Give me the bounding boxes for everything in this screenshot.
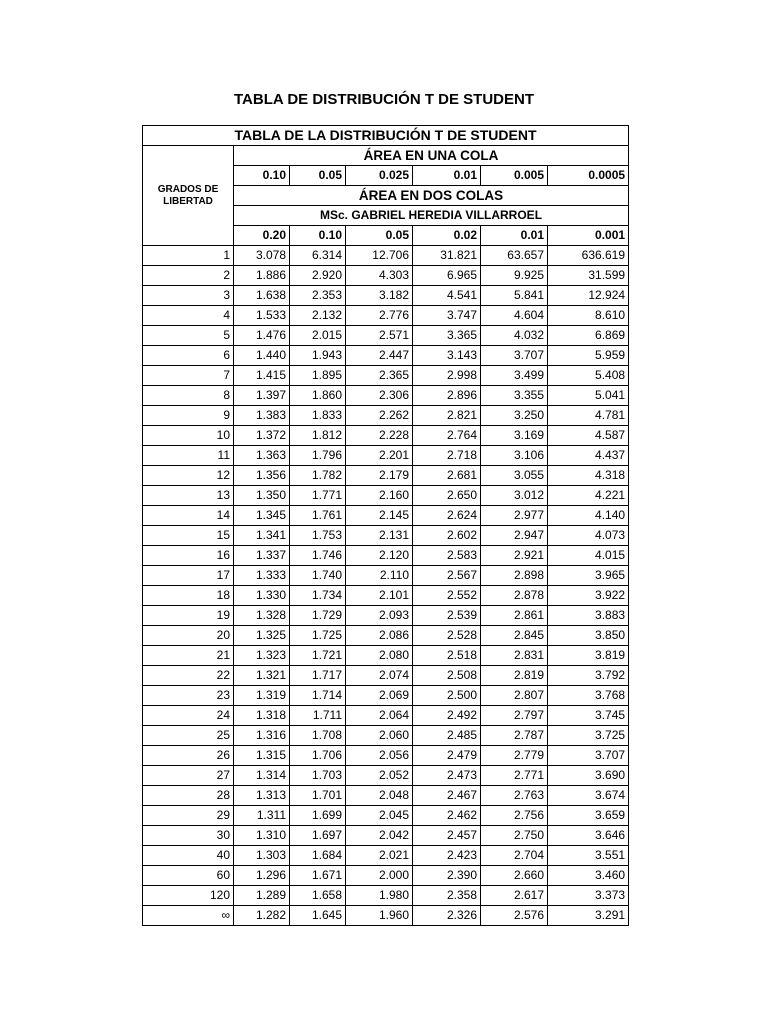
critical-value-cell: 2.021: [346, 846, 413, 866]
critical-value-cell: 2.920: [290, 266, 346, 286]
table-row: [143, 886, 629, 906]
critical-value-cell: 2.015: [290, 326, 346, 346]
critical-value-cell: 3.819: [548, 646, 629, 666]
critical-value-cell: 2.080: [346, 646, 413, 666]
critical-value-cell: 2.831: [481, 646, 548, 666]
table-row: [143, 846, 629, 866]
critical-value-cell: 2.845: [481, 626, 548, 646]
critical-value-cell: 3.792: [548, 666, 629, 686]
critical-value-cell: 1.303: [234, 846, 290, 866]
critical-value-cell: 2.528: [413, 626, 481, 646]
degrees-of-freedom-cell: 18: [143, 586, 234, 606]
table-row: [143, 646, 629, 666]
degrees-of-freedom-cell: 30: [143, 826, 234, 846]
critical-value-cell: 1.721: [290, 646, 346, 666]
critical-value-cell: 636.619: [548, 246, 629, 266]
degrees-of-freedom-cell: 120: [143, 886, 234, 906]
critical-value-cell: 2.819: [481, 666, 548, 686]
critical-value-cell: 4.318: [548, 466, 629, 486]
author-name: MSc. GABRIEL HEREDIA VILLARROEL: [234, 206, 629, 226]
two-tail-value: 0.10: [290, 226, 346, 246]
degrees-of-freedom-cell: 12: [143, 466, 234, 486]
critical-value-cell: 3.850: [548, 626, 629, 646]
critical-value-cell: 1.706: [290, 746, 346, 766]
critical-value-cell: 2.358: [413, 886, 481, 906]
degrees-of-freedom-cell: 21: [143, 646, 234, 666]
critical-value-cell: 2.539: [413, 606, 481, 626]
critical-value-cell: 4.781: [548, 406, 629, 426]
table-row: [143, 246, 629, 266]
two-tail-value: 0.01: [481, 226, 548, 246]
critical-value-cell: 3.291: [548, 906, 629, 926]
table-row: [143, 726, 629, 746]
table-row: [143, 786, 629, 806]
critical-value-cell: 1.812: [290, 426, 346, 446]
critical-value-cell: 2.201: [346, 446, 413, 466]
critical-value-cell: 2.977: [481, 506, 548, 526]
critical-value-cell: 2.896: [413, 386, 481, 406]
critical-value-cell: 1.310: [234, 826, 290, 846]
critical-value-cell: 2.120: [346, 546, 413, 566]
critical-value-cell: 6.965: [413, 266, 481, 286]
critical-value-cell: 2.485: [413, 726, 481, 746]
two-tail-value: 0.05: [346, 226, 413, 246]
critical-value-cell: 6.869: [548, 326, 629, 346]
critical-value-cell: 2.878: [481, 586, 548, 606]
critical-value-cell: 2.145: [346, 506, 413, 526]
critical-value-cell: 1.860: [290, 386, 346, 406]
critical-value-cell: 1.658: [290, 886, 346, 906]
critical-value-cell: 2.056: [346, 746, 413, 766]
critical-value-cell: 3.499: [481, 366, 548, 386]
table-row: [143, 666, 629, 686]
degrees-of-freedom-cell: 8: [143, 386, 234, 406]
table-row: [143, 766, 629, 786]
table-row: [143, 606, 629, 626]
critical-value-cell: 1.415: [234, 366, 290, 386]
critical-value-cell: 9.925: [481, 266, 548, 286]
critical-value-cell: 2.326: [413, 906, 481, 926]
critical-value-cell: 1.833: [290, 406, 346, 426]
critical-value-cell: 1.350: [234, 486, 290, 506]
degrees-of-freedom-cell: 13: [143, 486, 234, 506]
critical-value-cell: 2.763: [481, 786, 548, 806]
critical-value-cell: 1.440: [234, 346, 290, 366]
critical-value-cell: 1.314: [234, 766, 290, 786]
critical-value-cell: 3.355: [481, 386, 548, 406]
critical-value-cell: 3.674: [548, 786, 629, 806]
critical-value-cell: 2.473: [413, 766, 481, 786]
critical-value-cell: 2.779: [481, 746, 548, 766]
critical-value-cell: 2.447: [346, 346, 413, 366]
degrees-of-freedom-cell: ∞: [143, 906, 234, 926]
critical-value-cell: 3.646: [548, 826, 629, 846]
critical-value-cell: 1.289: [234, 886, 290, 906]
critical-value-cell: 12.924: [548, 286, 629, 306]
critical-value-cell: 2.467: [413, 786, 481, 806]
degrees-of-freedom-cell: 28: [143, 786, 234, 806]
degrees-of-freedom-cell: 11: [143, 446, 234, 466]
critical-value-cell: 1.313: [234, 786, 290, 806]
critical-value-cell: 3.055: [481, 466, 548, 486]
critical-value-cell: 1.345: [234, 506, 290, 526]
degrees-of-freedom-cell: 4: [143, 306, 234, 326]
degrees-of-freedom-cell: 3: [143, 286, 234, 306]
critical-value-cell: 2.423: [413, 846, 481, 866]
table-row: [143, 406, 629, 426]
critical-value-cell: 2.069: [346, 686, 413, 706]
table-row: [143, 326, 629, 346]
critical-value-cell: 3.012: [481, 486, 548, 506]
critical-value-cell: 2.771: [481, 766, 548, 786]
critical-value-cell: 2.571: [346, 326, 413, 346]
critical-value-cell: 2.492: [413, 706, 481, 726]
critical-value-cell: 4.587: [548, 426, 629, 446]
degrees-of-freedom-cell: 2: [143, 266, 234, 286]
critical-value-cell: 2.617: [481, 886, 548, 906]
critical-value-cell: 2.131: [346, 526, 413, 546]
degrees-of-freedom-cell: 17: [143, 566, 234, 586]
critical-value-cell: 5.041: [548, 386, 629, 406]
critical-value-cell: 4.032: [481, 326, 548, 346]
critical-value-cell: 1.323: [234, 646, 290, 666]
critical-value-cell: 2.228: [346, 426, 413, 446]
degrees-of-freedom-cell: 14: [143, 506, 234, 526]
critical-value-cell: 1.282: [234, 906, 290, 926]
two-tail-value: 0.001: [548, 226, 629, 246]
critical-value-cell: 1.341: [234, 526, 290, 546]
critical-value-cell: 63.657: [481, 246, 548, 266]
table-row: [143, 806, 629, 826]
critical-value-cell: 1.697: [290, 826, 346, 846]
critical-value-cell: 2.074: [346, 666, 413, 686]
critical-value-cell: 3.106: [481, 446, 548, 466]
table-row: [143, 826, 629, 846]
critical-value-cell: 2.052: [346, 766, 413, 786]
table-row: [143, 286, 629, 306]
critical-value-cell: 1.699: [290, 806, 346, 826]
critical-value-cell: 2.583: [413, 546, 481, 566]
critical-value-cell: 2.797: [481, 706, 548, 726]
critical-value-cell: 3.745: [548, 706, 629, 726]
critical-value-cell: 2.787: [481, 726, 548, 746]
critical-value-cell: 1.703: [290, 766, 346, 786]
one-tail-value: 0.05: [290, 166, 346, 186]
critical-value-cell: 1.895: [290, 366, 346, 386]
critical-value-cell: 1.740: [290, 566, 346, 586]
table-row: [143, 906, 629, 926]
critical-value-cell: 2.042: [346, 826, 413, 846]
critical-value-cell: 1.645: [290, 906, 346, 926]
critical-value-cell: 2.764: [413, 426, 481, 446]
degrees-of-freedom-cell: 9: [143, 406, 234, 426]
critical-value-cell: 2.479: [413, 746, 481, 766]
critical-value-cell: 5.959: [548, 346, 629, 366]
critical-value-cell: 4.140: [548, 506, 629, 526]
critical-value-cell: 3.551: [548, 846, 629, 866]
table-row: [143, 446, 629, 466]
critical-value-cell: 3.182: [346, 286, 413, 306]
critical-value-cell: 2.064: [346, 706, 413, 726]
critical-value-cell: 1.746: [290, 546, 346, 566]
critical-value-cell: 1.714: [290, 686, 346, 706]
critical-value-cell: 2.921: [481, 546, 548, 566]
critical-value-cell: 31.599: [548, 266, 629, 286]
table-row: [143, 566, 629, 586]
critical-value-cell: 1.533: [234, 306, 290, 326]
critical-value-cell: 5.841: [481, 286, 548, 306]
table-row: [143, 366, 629, 386]
critical-value-cell: 2.681: [413, 466, 481, 486]
degrees-of-freedom-cell: 16: [143, 546, 234, 566]
critical-value-cell: 2.518: [413, 646, 481, 666]
table-row: [143, 266, 629, 286]
one-tail-value: 0.005: [481, 166, 548, 186]
critical-value-cell: 1.333: [234, 566, 290, 586]
degrees-of-freedom-cell: 23: [143, 686, 234, 706]
critical-value-cell: 3.707: [481, 346, 548, 366]
critical-value-cell: 3.747: [413, 306, 481, 326]
critical-value-cell: 1.761: [290, 506, 346, 526]
critical-value-cell: 3.078: [234, 246, 290, 266]
critical-value-cell: 1.717: [290, 666, 346, 686]
critical-value-cell: 3.373: [548, 886, 629, 906]
critical-value-cell: 1.701: [290, 786, 346, 806]
one-tail-value: 0.10: [234, 166, 290, 186]
critical-value-cell: 1.886: [234, 266, 290, 286]
two-tail-header: ÁREA EN DOS COLAS: [234, 186, 629, 206]
critical-value-cell: 2.807: [481, 686, 548, 706]
critical-value-cell: 2.048: [346, 786, 413, 806]
critical-value-cell: 1.363: [234, 446, 290, 466]
table-row: [143, 426, 629, 446]
critical-value-cell: 1.315: [234, 746, 290, 766]
table-row: [143, 306, 629, 326]
critical-value-cell: 1.325: [234, 626, 290, 646]
critical-value-cell: 2.500: [413, 686, 481, 706]
table-row: [143, 546, 629, 566]
degrees-of-freedom-cell: 22: [143, 666, 234, 686]
table-row: [143, 386, 629, 406]
critical-value-cell: 1.476: [234, 326, 290, 346]
critical-value-cell: 3.690: [548, 766, 629, 786]
critical-value-cell: 2.353: [290, 286, 346, 306]
critical-value-cell: 1.328: [234, 606, 290, 626]
critical-value-cell: 4.221: [548, 486, 629, 506]
critical-value-cell: 1.383: [234, 406, 290, 426]
critical-value-cell: 1.337: [234, 546, 290, 566]
critical-value-cell: 2.060: [346, 726, 413, 746]
one-tail-value: 0.01: [413, 166, 481, 186]
critical-value-cell: 2.660: [481, 866, 548, 886]
critical-value-cell: 3.143: [413, 346, 481, 366]
table-row: [143, 866, 629, 886]
critical-value-cell: 3.250: [481, 406, 548, 426]
critical-value-cell: 1.638: [234, 286, 290, 306]
critical-value-cell: 1.782: [290, 466, 346, 486]
critical-value-cell: 1.671: [290, 866, 346, 886]
two-tail-value: 0.02: [413, 226, 481, 246]
t-distribution-table: [142, 125, 629, 926]
critical-value-cell: 2.898: [481, 566, 548, 586]
critical-value-cell: 2.101: [346, 586, 413, 606]
critical-value-cell: 2.306: [346, 386, 413, 406]
critical-value-cell: 2.179: [346, 466, 413, 486]
degrees-of-freedom-header: [143, 146, 234, 246]
degrees-of-freedom-cell: 25: [143, 726, 234, 746]
table-row: [143, 746, 629, 766]
critical-value-cell: 2.650: [413, 486, 481, 506]
critical-value-cell: 4.303: [346, 266, 413, 286]
critical-value-cell: 2.390: [413, 866, 481, 886]
critical-value-cell: 4.437: [548, 446, 629, 466]
critical-value-cell: 2.718: [413, 446, 481, 466]
critical-value-cell: 1.943: [290, 346, 346, 366]
critical-value-cell: 4.073: [548, 526, 629, 546]
critical-value-cell: 3.169: [481, 426, 548, 446]
critical-value-cell: 1.311: [234, 806, 290, 826]
critical-value-cell: 3.883: [548, 606, 629, 626]
critical-value-cell: 3.768: [548, 686, 629, 706]
critical-value-cell: 1.753: [290, 526, 346, 546]
table-row: [143, 346, 629, 366]
degrees-of-freedom-cell: 5: [143, 326, 234, 346]
degrees-of-freedom-cell: 19: [143, 606, 234, 626]
degrees-of-freedom-cell: 7: [143, 366, 234, 386]
critical-value-cell: 6.314: [290, 246, 346, 266]
table-row: [143, 706, 629, 726]
critical-value-cell: 2.624: [413, 506, 481, 526]
table-row: [143, 486, 629, 506]
critical-value-cell: 1.356: [234, 466, 290, 486]
table-title: TABLA DE LA DISTRIBUCIÓN T DE STUDENT: [143, 126, 629, 146]
critical-value-cell: 4.604: [481, 306, 548, 326]
degrees-of-freedom-cell: 26: [143, 746, 234, 766]
degrees-label-line2: LIBERTAD: [163, 195, 213, 207]
critical-value-cell: 1.397: [234, 386, 290, 406]
critical-value-cell: 2.093: [346, 606, 413, 626]
two-tail-value: 0.20: [234, 226, 290, 246]
critical-value-cell: 2.821: [413, 406, 481, 426]
critical-value-cell: 1.725: [290, 626, 346, 646]
critical-value-cell: 1.771: [290, 486, 346, 506]
degrees-of-freedom-cell: 20: [143, 626, 234, 646]
degrees-of-freedom-cell: 10: [143, 426, 234, 446]
critical-value-cell: 2.110: [346, 566, 413, 586]
critical-value-cell: 3.725: [548, 726, 629, 746]
critical-value-cell: 2.756: [481, 806, 548, 826]
critical-value-cell: 1.796: [290, 446, 346, 466]
critical-value-cell: 2.776: [346, 306, 413, 326]
critical-value-cell: 2.086: [346, 626, 413, 646]
degrees-of-freedom-cell: 40: [143, 846, 234, 866]
critical-value-cell: 8.610: [548, 306, 629, 326]
critical-value-cell: 5.408: [548, 366, 629, 386]
one-tail-header: ÁREA EN UNA COLA: [234, 146, 629, 166]
degrees-of-freedom-cell: 24: [143, 706, 234, 726]
critical-value-cell: 1.960: [346, 906, 413, 926]
critical-value-cell: 4.541: [413, 286, 481, 306]
critical-value-cell: 3.707: [548, 746, 629, 766]
degrees-of-freedom-cell: 6: [143, 346, 234, 366]
degrees-of-freedom-cell: 1: [143, 246, 234, 266]
critical-value-cell: 2.457: [413, 826, 481, 846]
table-row: [143, 626, 629, 646]
critical-value-cell: 3.965: [548, 566, 629, 586]
critical-value-cell: 2.567: [413, 566, 481, 586]
critical-value-cell: 1.372: [234, 426, 290, 446]
critical-value-cell: 2.552: [413, 586, 481, 606]
critical-value-cell: 2.602: [413, 526, 481, 546]
critical-value-cell: 2.508: [413, 666, 481, 686]
critical-value-cell: 1.316: [234, 726, 290, 746]
critical-value-cell: 1.296: [234, 866, 290, 886]
page-title: TABLA DE DISTRIBUCIÓN T DE STUDENT: [234, 91, 534, 108]
critical-value-cell: 1.319: [234, 686, 290, 706]
critical-value-cell: 2.947: [481, 526, 548, 546]
table-row: [143, 686, 629, 706]
degrees-of-freedom-cell: 29: [143, 806, 234, 826]
critical-value-cell: 1.711: [290, 706, 346, 726]
critical-value-cell: 2.000: [346, 866, 413, 886]
critical-value-cell: 2.160: [346, 486, 413, 506]
critical-value-cell: 2.365: [346, 366, 413, 386]
critical-value-cell: 2.132: [290, 306, 346, 326]
critical-value-cell: 4.015: [548, 546, 629, 566]
critical-value-cell: 2.262: [346, 406, 413, 426]
one-tail-value: 0.0005: [548, 166, 629, 186]
degrees-label-line1: GRADOS DE: [157, 183, 219, 195]
critical-value-cell: 1.980: [346, 886, 413, 906]
one-tail-value: 0.025: [346, 166, 413, 186]
degrees-of-freedom-cell: 15: [143, 526, 234, 546]
table-row: [143, 466, 629, 486]
critical-value-cell: 3.659: [548, 806, 629, 826]
critical-value-cell: 1.729: [290, 606, 346, 626]
critical-value-cell: 3.922: [548, 586, 629, 606]
table-row: [143, 506, 629, 526]
critical-value-cell: 12.706: [346, 246, 413, 266]
critical-value-cell: 2.998: [413, 366, 481, 386]
critical-value-cell: 1.321: [234, 666, 290, 686]
critical-value-cell: 2.704: [481, 846, 548, 866]
degrees-of-freedom-cell: 27: [143, 766, 234, 786]
critical-value-cell: 3.365: [413, 326, 481, 346]
critical-value-cell: 1.734: [290, 586, 346, 606]
critical-value-cell: 2.750: [481, 826, 548, 846]
critical-value-cell: 1.684: [290, 846, 346, 866]
critical-value-cell: 31.821: [413, 246, 481, 266]
critical-value-cell: 1.708: [290, 726, 346, 746]
critical-value-cell: 1.330: [234, 586, 290, 606]
degrees-of-freedom-cell: 60: [143, 866, 234, 886]
critical-value-cell: 2.045: [346, 806, 413, 826]
table-row: [143, 586, 629, 606]
critical-value-cell: 2.462: [413, 806, 481, 826]
critical-value-cell: 2.576: [481, 906, 548, 926]
critical-value-cell: 3.460: [548, 866, 629, 886]
critical-value-cell: 2.861: [481, 606, 548, 626]
table-row: [143, 526, 629, 546]
critical-value-cell: 1.318: [234, 706, 290, 726]
